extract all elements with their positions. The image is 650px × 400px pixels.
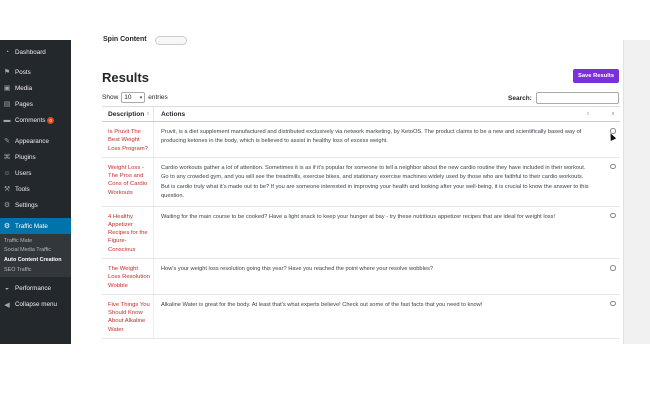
entries-value: 10 <box>124 94 132 101</box>
post-title-link[interactable]: Five Things You Should Know About Alkaline Water <box>102 295 154 338</box>
sidebar-item-collapse-menu[interactable] <box>0 297 71 313</box>
table-row <box>102 122 620 158</box>
submenu-item[interactable]: Traffic Mate <box>4 237 33 244</box>
sidebar-item-dashboard[interactable] <box>0 44 71 60</box>
select-radio[interactable] <box>610 164 616 170</box>
traffic-mate-submenu <box>0 234 71 277</box>
entries-label: entries <box>148 94 168 101</box>
select-radio[interactable] <box>610 265 616 271</box>
post-excerpt: Cardio workouts gather a lot of attention. Sometimes it is as if it's popular for someone to tell a neighbor about the new cardio routine they have included in their workout. Go to any crowded gym, and you will see the treadmills, exercise bikes, and stationary exercise machines widely used by those who are faithful to their cardio workouts. But is cardio truly what it's made out to be? If you are someone interested in improving your health and looking after your well-being, it is crucial to know the answer to this question. <box>161 164 589 200</box>
sidebar-item-posts[interactable] <box>0 64 71 80</box>
submenu-item[interactable]: Social Media Traffic <box>4 247 51 254</box>
sidebar-item-comments[interactable] <box>0 112 71 128</box>
sidebar-item-label: Users <box>15 169 32 177</box>
settings-icon: ⚙ <box>3 202 11 209</box>
save-results-button[interactable]: Save Results <box>573 69 619 83</box>
pages-icon: ▤ <box>3 101 11 108</box>
select-cell <box>606 295 620 338</box>
show-entries <box>102 92 168 103</box>
search-label: Search: <box>508 94 532 102</box>
post-excerpt: Alkaline Water is great for the body. At least that's what experts believe! Check out some of the fast facts that you need to know! <box>161 301 483 308</box>
sidebar-item-label: Plugins <box>15 153 36 161</box>
sidebar-item-media[interactable] <box>0 80 71 96</box>
table-row <box>102 158 620 207</box>
sidebar-item-traffic-mate[interactable] <box>0 218 71 234</box>
post-excerpt: Pruvit, is a diet supplement manufactured and distributed exclusively via network marketing, by KetoOS. The product claims to be a new and scientifically based way of producing ketones in the body, which is believed to assist in healthy loss of excess weight. <box>161 129 582 145</box>
sidebar-item-label: Comments <box>15 116 46 124</box>
sidebar-item-users[interactable] <box>0 165 71 181</box>
submenu-item[interactable]: Auto Content Creation <box>4 256 62 263</box>
sort-icon: ⇕ <box>146 111 150 116</box>
collapse-icon: ◀ <box>4 301 10 309</box>
dashboard-icon: ◔ <box>4 48 10 56</box>
sidebar-item-settings[interactable] <box>0 197 71 213</box>
sidebar-item-label: Appearance <box>15 137 49 145</box>
sidebar-item-label: Posts <box>15 68 31 76</box>
sidebar-item-label: Dashboard <box>15 48 46 56</box>
entries-select[interactable] <box>121 92 145 103</box>
post-title-link[interactable]: Is Pruvit The Best Weight Loss Program? <box>102 122 154 157</box>
performance-icon: ◒ <box>4 285 10 293</box>
table-row <box>102 259 620 295</box>
post-title-link[interactable]: 4 Healthy Appetizer Recipes for the Figure-Conscious <box>102 207 154 258</box>
comment-count-badge: 0 <box>49 117 52 123</box>
select-radio[interactable] <box>610 301 616 307</box>
page-title: Results <box>102 70 149 85</box>
sort-icon: ⇕ <box>586 111 590 116</box>
media-icon: ▣ <box>3 85 11 92</box>
select-cell <box>606 158 620 206</box>
sidebar-item-pages[interactable] <box>0 96 71 112</box>
search-area <box>508 92 619 104</box>
app-frame <box>0 36 650 344</box>
sidebar-item-label: Tools <box>15 185 30 193</box>
show-label: Show <box>102 94 119 101</box>
sidebar-item-label: Media <box>15 84 33 92</box>
sidebar-item-label: Settings <box>15 201 38 209</box>
select-radio[interactable] <box>610 213 616 219</box>
column-header-actions[interactable]: Actions ⇕ <box>161 110 590 118</box>
column-header-description[interactable]: Description ⇕ <box>102 107 154 121</box>
results-table <box>102 106 620 339</box>
spin-content-toggle[interactable] <box>155 36 187 45</box>
spin-content-label: Spin Content <box>103 36 147 43</box>
post-excerpt: Waiting for the main course to be cooked? Have a light snack to keep your hunger at bay - try these nutritious appetizer recipes that are ideal for weight loss! <box>161 213 556 220</box>
brush-icon: ✎ <box>4 138 10 145</box>
sidebar-item-plugins[interactable] <box>0 149 71 165</box>
post-title-link[interactable]: Weight Loss - The Pros and Cons of Cardio Workouts <box>102 158 154 206</box>
submenu-item[interactable]: SEO Traffic <box>4 266 32 273</box>
table-row <box>102 207 620 259</box>
users-icon: ☺ <box>3 169 11 177</box>
table-header <box>102 106 620 122</box>
search-input[interactable] <box>536 92 619 104</box>
select-cell <box>606 207 620 258</box>
table-body <box>102 122 620 339</box>
select-cell <box>606 259 620 294</box>
plugin-icon: ⌘ <box>3 154 11 161</box>
tools-icon: ⚒ <box>3 186 11 193</box>
table-row <box>102 295 620 339</box>
comments-icon: ▬ <box>3 116 11 124</box>
main-content <box>71 36 631 344</box>
gear-icon: ⚙ <box>3 223 11 230</box>
right-panel <box>623 40 650 344</box>
admin-sidebar <box>0 40 71 344</box>
sidebar-item-label: Pages <box>15 100 33 108</box>
pin-icon: ⚑ <box>3 69 11 76</box>
sort-icon[interactable]: ⇕ <box>611 111 615 116</box>
chevron-down-icon: ▾ <box>139 94 143 101</box>
sidebar-item-label: Performance <box>15 285 52 293</box>
sidebar-item-label: Collapse menu <box>15 301 58 309</box>
sidebar-item-tools[interactable] <box>0 181 71 197</box>
sidebar-item-label: Traffic Mate <box>15 222 48 230</box>
sidebar-item-appearance[interactable] <box>0 133 71 149</box>
post-title-link[interactable]: The Weight Loss Resolution Wobble <box>102 259 154 294</box>
sidebar-item-performance[interactable] <box>0 281 71 297</box>
post-excerpt: How's your weight loss resolution going this year? Have you reached the point where your resolve wobbles? <box>161 266 434 272</box>
